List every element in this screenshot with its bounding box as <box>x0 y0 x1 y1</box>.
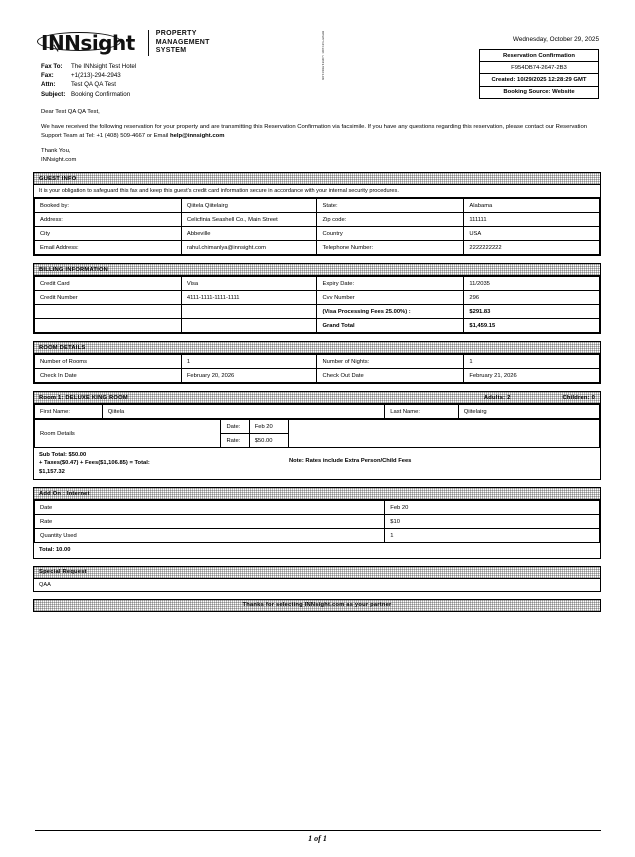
table-row <box>35 199 600 213</box>
country-value: USA <box>464 227 600 241</box>
table-row <box>35 227 600 241</box>
city-label: City <box>35 227 182 241</box>
state-label: State: <box>317 199 464 213</box>
room-details-header <box>34 342 600 354</box>
fax-recipient-block <box>41 62 136 99</box>
room-details-title: ROOM DETAILS <box>39 344 86 351</box>
intro-body-line-2 <box>41 132 601 141</box>
last-name-label: Last Name: <box>385 405 458 419</box>
billing-empty-cell-1 <box>35 305 182 319</box>
guest-info-notice: It is your obligation to safeguard this fax and keep this guest's credit card information secure in accordance with your internal security procedures. <box>34 185 600 198</box>
checkin-value: February 20, 2026 <box>181 369 317 383</box>
expiry-value: 11/2035 <box>464 277 600 291</box>
number-of-nights-value: 1 <box>464 355 600 369</box>
thanks-banner-section <box>33 599 601 612</box>
addon-total: Total: 10.00 <box>39 547 71 554</box>
room-1-children: Children: 0 <box>562 394 595 401</box>
grand-total-label: Grand Total <box>317 319 464 333</box>
intro-support-text: Support Team at Tel: +1 (408) 509-4667 or Email <box>41 133 170 139</box>
credit-card-label: Credit Card <box>35 277 182 291</box>
addon-header <box>34 488 600 500</box>
state-value: Alabama <box>464 199 600 213</box>
fax-number-row <box>41 71 136 80</box>
email-value: rahul.chimanlya@innsight.com <box>181 241 317 255</box>
table-row <box>35 515 600 529</box>
cvv-label: Cvv Number <box>317 291 464 305</box>
table-row <box>35 501 600 515</box>
fax-subject-value: Booking Confirmation <box>71 90 131 98</box>
room-1-rate-table <box>34 419 600 448</box>
checkin-label: Check In Date <box>35 369 182 383</box>
tagline-line-2: MANAGEMENT <box>155 38 210 46</box>
logo-tagline <box>156 30 210 56</box>
table-row <box>35 241 600 255</box>
confirmation-booking-source: Booking Source: Website <box>503 89 575 96</box>
fax-attn-value: Test QA QA Test <box>71 81 116 89</box>
addon-section <box>33 487 601 558</box>
guest-info-section <box>33 172 601 256</box>
telephone-value: 2222222222 <box>464 241 600 255</box>
table-row <box>35 277 600 291</box>
first-name-label: First Name: <box>35 405 103 419</box>
guest-info-header <box>34 173 600 185</box>
table-row <box>35 529 600 543</box>
special-request-value: QAA <box>39 581 51 588</box>
addon-quantity-label: Quantity Used <box>35 529 385 543</box>
credit-number-label: Credit Number <box>35 291 182 305</box>
room-date-label: Date: <box>221 420 249 434</box>
checkout-label: Check Out Date <box>317 369 464 383</box>
telephone-label: Telephone Number: <box>317 241 464 255</box>
booked-by-label: Booked by: <box>35 199 182 213</box>
table-row <box>35 369 600 383</box>
booked-by-value: Qiitela Qiitelairg <box>181 199 317 213</box>
special-request-header <box>34 567 600 579</box>
addon-date-value: Feb 20 <box>385 501 600 515</box>
logo-wordmark <box>41 31 141 55</box>
processing-fee-label: (Visa Processing Fees 25.00%) : <box>317 305 464 319</box>
fax-number-value: +1(213)-294-2943 <box>71 72 121 80</box>
billing-header <box>34 264 600 276</box>
table-row <box>35 405 600 419</box>
intro-thanks: Thank You, <box>41 148 71 154</box>
room-1-title: Room 1: DELUXE KING ROOM <box>39 394 128 401</box>
expiry-label: Expiry Date: <box>317 277 464 291</box>
addon-table <box>34 500 600 543</box>
addon-title: Add On : Internet <box>39 490 90 497</box>
room-1-section <box>33 391 601 480</box>
city-value: Abbeville <box>181 227 317 241</box>
addon-rate-value: $10 <box>385 515 600 529</box>
room-subtotal-line-1: Sub Total: $50.00 <box>39 452 87 458</box>
room-subtotal-total: $1,157.32 <box>39 468 65 475</box>
fax-attn-label: Attn: <box>41 81 56 89</box>
document-header <box>33 18 601 106</box>
room-rate-note: Note: Rates include Extra Person/Child Fees <box>289 458 412 464</box>
room-1-occupancy <box>484 395 595 401</box>
first-name-value: Qiitela <box>102 405 385 419</box>
intro-paragraph <box>33 108 601 165</box>
tagline-line-3: SYSTEM <box>155 47 187 55</box>
fax-subject-label: Subject: <box>41 90 66 98</box>
billing-empty-cell-4 <box>181 319 317 333</box>
room-rate-blank-cell <box>289 420 600 448</box>
zip-value: 111111 <box>464 213 600 227</box>
room-details-section <box>33 341 601 384</box>
confirmation-created: Created: 10/29/2025 12:28:29 GMT <box>480 74 598 86</box>
page-footer <box>0 830 635 843</box>
number-of-nights-label: Number of Nights: <box>317 355 464 369</box>
intro-support-email: help@innsight.com <box>169 133 225 139</box>
fax-subject-row <box>41 90 136 99</box>
credit-card-value: Visa <box>181 277 317 291</box>
table-row <box>35 305 600 319</box>
fax-number-label: Fax: <box>41 72 54 80</box>
number-of-rooms-value: 1 <box>181 355 317 369</box>
guest-info-table <box>34 198 600 255</box>
guest-info-title: GUEST INFO <box>39 175 77 182</box>
room-1-guest-table <box>34 404 600 419</box>
reservation-confirmation-box <box>479 49 599 99</box>
address-value: Celicfinia Seashell Co., Main Street <box>181 213 317 227</box>
credit-number-value: 4111-1111-1111-1111 <box>181 291 317 305</box>
logo-text: INNsight <box>41 31 135 55</box>
billing-information-section <box>33 263 601 334</box>
room-details-table <box>34 354 600 383</box>
number-of-rooms-label: Number of Rooms <box>35 355 182 369</box>
country-label: Country <box>317 227 464 241</box>
room-subtotal-line-2: + Taxes($0.47) + Fees($1,106.85) = Total: <box>39 460 150 467</box>
room-subtotal-block <box>34 448 600 479</box>
billing-title: BILLING INFORMATION <box>39 266 109 273</box>
page-number: 1 of 1 <box>308 834 327 843</box>
address-label: Address: <box>35 213 182 227</box>
addon-quantity-value: 1 <box>385 529 600 543</box>
table-row <box>35 319 600 333</box>
confirmation-code: F954DB74-2647-2B3 <box>480 62 598 74</box>
room-date-value: Feb 20 <box>249 420 289 434</box>
checkout-value: February 21, 2026 <box>464 369 600 383</box>
fax-to-value: The INNsight Test Hotel <box>71 63 137 70</box>
footer-divider <box>35 830 601 831</box>
last-name-value: Qiitelairg <box>458 405 599 419</box>
table-row <box>35 355 600 369</box>
email-label: Email Address: <box>35 241 182 255</box>
special-request-section <box>33 566 601 592</box>
addon-date-label: Date <box>35 501 385 515</box>
billing-table <box>34 276 600 333</box>
fax-attn-row <box>41 80 136 89</box>
logo-divider <box>148 30 149 56</box>
intro-greeting: Dear Test QA QA Test, <box>41 109 100 115</box>
confirmation-title: Reservation Confirmation <box>480 50 598 62</box>
processing-fee-value: $291.83 <box>464 305 600 319</box>
fax-to-label: Fax To: <box>41 63 63 70</box>
thanks-banner: Thanks for selecting INNsight.com as your partner <box>34 600 600 611</box>
addon-rate-label: Rate <box>35 515 385 529</box>
grand-total-value: $1,459.15 <box>464 319 600 333</box>
intro-body-line-1: We have received the following reservation for your property and are transmitting this Reservation Confirmation via facsimile. If you have any questions regarding this reservation, please contact our Reservation <box>41 124 588 130</box>
table-row <box>35 213 600 227</box>
table-row <box>35 420 600 434</box>
room-1-adults: Adults: 2 <box>483 394 511 401</box>
innsight-logo <box>41 30 210 56</box>
intro-signature: INNsight.com <box>41 157 77 163</box>
room-rate-value: $50.00 <box>249 434 289 448</box>
cvv-value: 296 <box>464 291 600 305</box>
room-1-header <box>34 392 600 404</box>
special-request-title: Special Request <box>39 569 87 576</box>
rotated-barcode-text: Reservation Confirmation <box>320 31 324 80</box>
room-rate-label: Rate: <box>221 434 249 448</box>
header-date: Wednesday, October 29, 2025 <box>512 36 599 43</box>
billing-empty-cell-3 <box>35 319 182 333</box>
tagline-line-1: PROPERTY <box>155 30 197 38</box>
table-row <box>35 291 600 305</box>
billing-empty-cell-2 <box>181 305 317 319</box>
room-rate-details-label: Room Details <box>35 420 221 448</box>
zip-label: Zip code: <box>317 213 464 227</box>
fax-to-row <box>41 62 136 71</box>
